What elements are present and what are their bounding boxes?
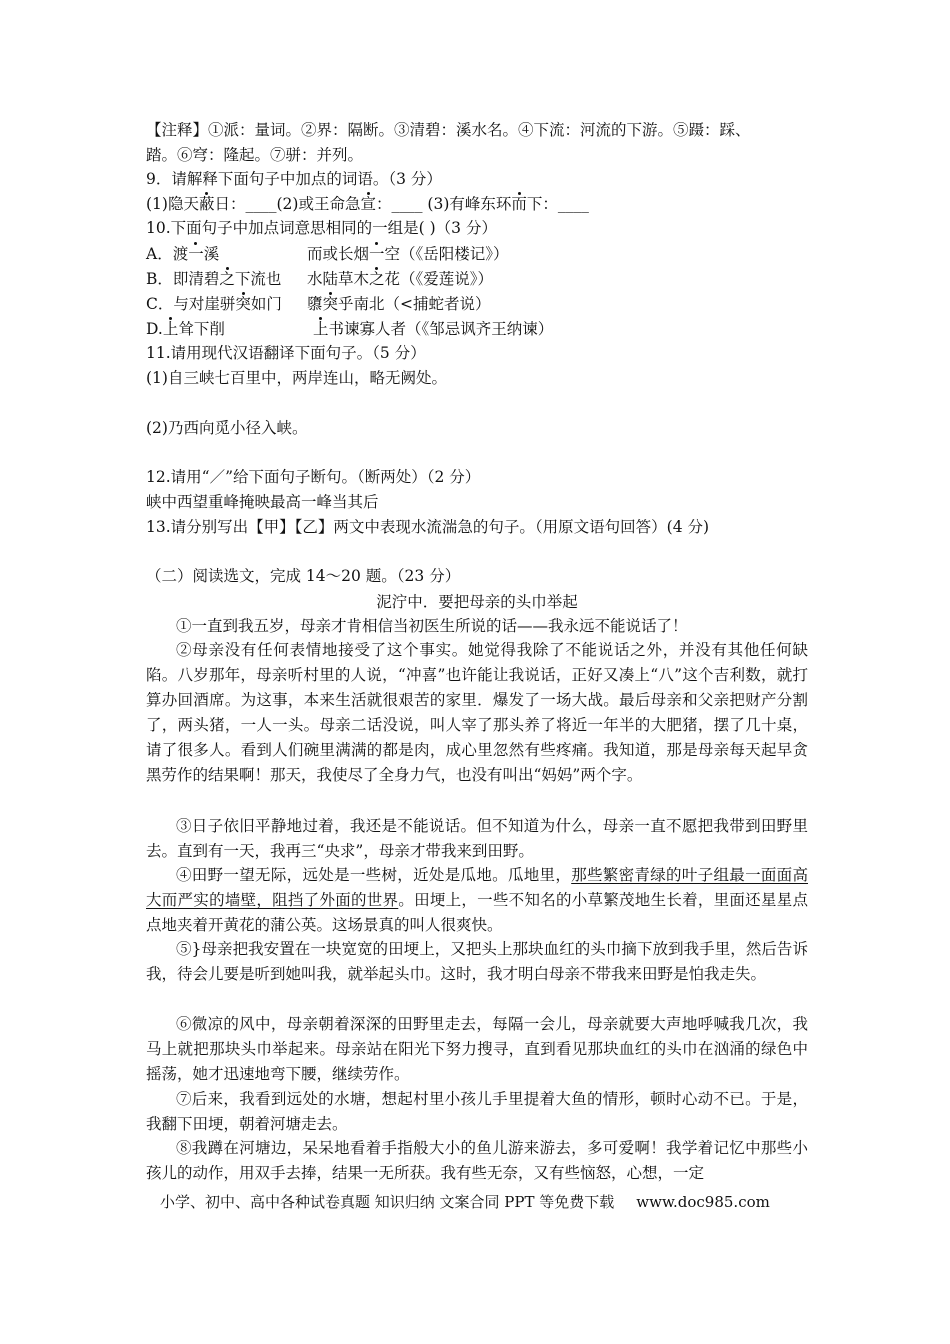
paragraph-8: ⑧我蹲在河塘边，呆呆地看着手指般大小的鱼儿游来游去，多可爱啊！我学着记忆中那些小孩儿的动作，用双手去捧，结果一无所获。我有些无奈，又有些恼怒，心想，一定 <box>146 1139 808 1182</box>
passage-title: 泥泞中．要把母亲的头巾举起 <box>376 593 578 611</box>
dotted-char: 宣 <box>360 195 376 213</box>
q11-stem: 11.请用现代汉语翻译下面句子。（5 分） <box>146 344 426 362</box>
q10-stem: 10.下面句子中加点词意思相同的一组是( )（3 分） <box>146 219 497 237</box>
paragraph-7: ⑦后来，我看到远处的水塘，想起村里小孩儿手里提着大鱼的情形，顿时心动不已。于是，我翻下田埂，朝着河塘走去。 <box>146 1090 808 1133</box>
paragraph-1: ①一直到我五岁，母亲才肯相信当初医生所说的话——我永远不能说话了！ <box>176 617 688 635</box>
paragraph-3: ③日子依旧平静地过着，我还是不能说话。但不知道为什么，母亲一直不愿把我带到田野里去。直到有一天，我再三“央求”，母亲才带我来到田野。 <box>146 817 808 860</box>
q11-sentence-1: (1)自三峡七百里中，两岸连山，略无阙处。 <box>146 369 447 387</box>
q12-stem: 12.请用“／”给下面句子断句。（断两处）（2 分） <box>146 468 481 486</box>
footer-text: 小学、初中、高中各种试卷真题 知识归纳 文案合同 PPT 等免费下载 <box>160 1193 615 1211</box>
q10-option-b-compare: 水陆草木之花（《爱莲说》） <box>307 270 494 288</box>
q10-option-c-compare: 隳突乎南北（<捕蛇者说） <box>307 295 491 313</box>
q13-stem: 13.请分别写出【甲】【乙】两文中表现水流湍急的句子。（用原文语句回答）(4 分) <box>146 518 710 536</box>
paragraph-5: ⑤}母亲把我安置在一块宽宽的田埂上，又把头上那块血红的头巾摘下放到我手里，然后告诉我，待会儿要是听到她叫我，就举起头巾。这时，我才明白母亲不带我来田野是怕我走失。 <box>146 940 808 983</box>
q12-sentence: 峡中西望重峰掩映最高一峰当其后 <box>146 493 379 511</box>
notes-line-2: 踏。⑥穹：隆起。⑦骈：并列。 <box>146 146 364 164</box>
footer-site-link[interactable]: www.doc985.com <box>636 1193 770 1211</box>
q9-items: (1)隐天蔽日：____(2)或王命急宣：____ (3)有峰东环而下：____ <box>146 195 589 213</box>
footer <box>160 1192 770 1212</box>
q10-option-a-compare: 而或长烟一空（《岳阳楼记》） <box>307 245 509 263</box>
paragraph-2: ②母亲没有任何表情地接受了这个事实。她觉得我除了不能说话之外，并没有其他任何缺陷。八岁那年，母亲听村里的人说，“冲喜”也许能让我说话，正好又凑上“八”这个吉利数，就打算办回酒席。为这事，本来生活就很艰苦的家里．爆发了一场大战。最后母亲和父亲把财产分割了，两头猪，一人一头。母亲二话没说，叫人宰了那头养了将近一年半的大肥猪，摆了几十桌，请了很多人。看到人们碗里满满的都是肉，成心里忽然有些疼痛。我知道，那是母亲每天起早贪黑劳作的结果啊！那天，我使尽了全身力气，也没有叫出“妈妈”两个字。 <box>146 641 808 784</box>
q11-sentence-2: (2)乃西向觅小径入峡。 <box>146 419 308 437</box>
paragraph-6: ⑥微凉的风中，母亲朝着深深的田野里走去，每隔一会儿，母亲就要大声地呼喊我几次，我马上就把那块头巾举起来。母亲站在阳光下努力搜寻，直到看见那块血红的头巾在汹涌的绿色中摇荡，她才迅速地弯下腰，继续劳作。 <box>146 1015 808 1083</box>
q10-option-d: D.上耸下削 <box>146 320 225 338</box>
q9-stem: 9．请解释下面句子中加点的词语。（3 分） <box>146 170 442 188</box>
q10-option-b: B．即清碧之下流也 <box>146 270 282 288</box>
q10-option-c: C．与对崖骈突如门 <box>146 295 282 313</box>
q10-option-a: A．渡一溪 <box>146 245 220 263</box>
dotted-char: 而 <box>511 195 527 213</box>
dotted-char: 蔽 <box>198 195 215 213</box>
underlined-sentence: 那些繁密青绿的叶子组最一面面高大而严实的墙壁，阻挡了外面的世界 <box>146 866 808 909</box>
paragraph-4: ④田野一望无际，远处是一些树，近处是瓜地。瓜地里，那些繁密青绿的叶子组最一面面高大而严实的墙壁，阻挡了外面的世界。田埂上，一些不知名的小草繁茂地生长着，里面还星星点点地夹着开黄花的蒲公英。这场景真的叫人很爽快。 <box>146 866 808 934</box>
q10-option-d-compare: 上书谏寡人者（《邹忌讽齐王纳谏） <box>313 320 554 338</box>
notes-line-1: 【注释】①派：量词。②界：隔断。③清碧：溪水名。④下流：河流的下游。⑤蹑：踩、 <box>146 121 751 139</box>
section2-heading: （二）阅读选文，完成 14～20 题。（23 分） <box>146 567 461 585</box>
